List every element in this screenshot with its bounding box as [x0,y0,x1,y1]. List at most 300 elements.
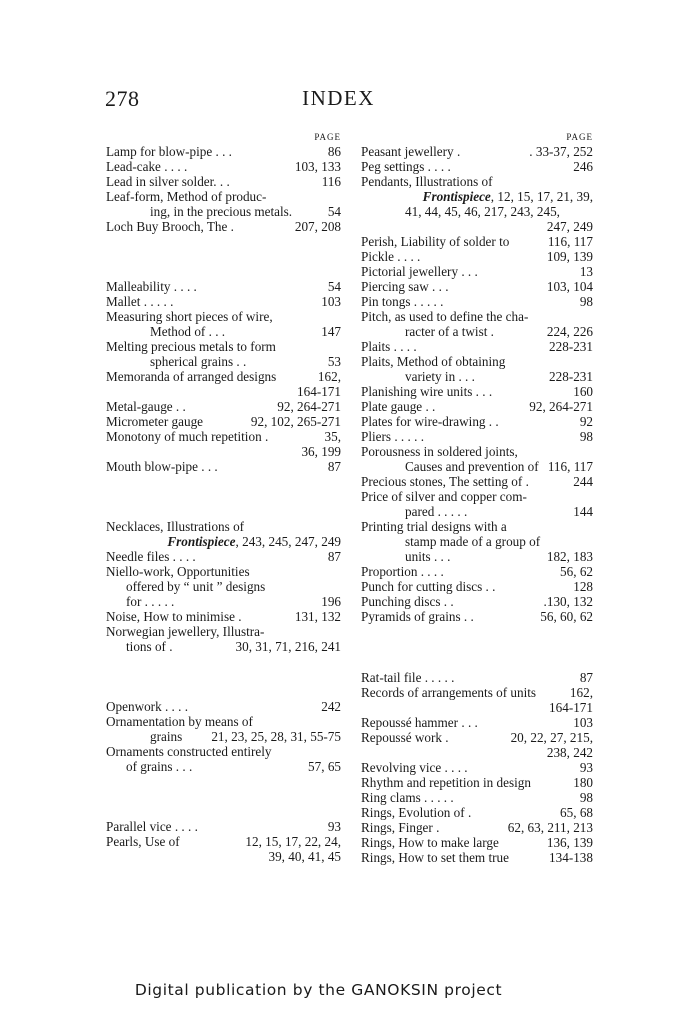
index-entry [106,819,341,834]
index-entry [106,189,341,219]
entry-term: Rings, Finger . [361,820,440,835]
entry-line [361,534,593,549]
entry-pages: 56, 62 [560,564,593,579]
entry-term: Peasant jewellery . [361,144,461,159]
entry-term: Rat-tail file . . . . . [361,670,455,685]
letter-group [106,819,341,864]
entry-line [361,715,593,730]
entry-pages: 131, 132 [294,609,341,624]
entry-line [106,204,341,219]
entry-pages: 116, 117 [547,234,593,249]
entry-line [106,219,341,234]
entry-line [361,775,593,790]
entry-term: Mallet . . . . . [106,294,174,309]
entry-term-continuation: spherical grains . . [150,354,247,369]
entry-pages: 35, [324,429,341,444]
entry-line [106,834,341,849]
entry-term: Parallel vice . . . . [106,819,198,834]
entry-pages: 247, 249 [546,219,593,234]
page-number: 278 [105,86,140,111]
entry-line [361,429,593,444]
entry-pages: 103 [573,715,593,730]
entry-line [106,759,341,774]
entry-term-continuation: Method of . . . [150,324,226,339]
entry-pages: 244 [573,474,593,489]
entry-term-continuation: tions of . [126,639,173,654]
index-entry [361,309,593,339]
index-entry [361,294,593,309]
entry-term: Pin tongs . . . . . [361,294,444,309]
entry-line [361,294,593,309]
entry-term: Norwegian jewellery, Illustra- [106,624,265,639]
entry-line [361,159,593,174]
entry-pages: . 33-37, 252 [529,144,593,159]
entry-line [361,174,593,189]
entry-pages: 196 [321,594,341,609]
entry-term: Printing trial designs with a [361,519,507,534]
entry-line [106,309,341,324]
entry-line [106,714,341,729]
entry-line [361,805,593,820]
entry-term-continuation: stamp made of a group of [405,534,541,549]
entry-term: Planishing wire units . . . [361,384,493,399]
entry-term: Openwork . . . . [106,699,189,714]
entry-line [106,159,341,174]
entry-line [361,745,593,760]
entry-term-continuation: offered by “ unit ” designs [126,579,266,594]
index-entry [106,549,341,564]
entry-line [361,249,593,264]
entry-pages: 65, 68 [560,805,593,820]
entry-term: Plaits, Method of obtaining [361,354,506,369]
entry-term: Repoussé work . [361,730,449,745]
entry-term: Memoranda of arranged designs [106,369,277,384]
entry-term: Melting precious metals to form [106,339,276,354]
entry-line [106,339,341,354]
index-entry [106,699,341,714]
entry-term: Punching discs . . [361,594,454,609]
index-entry [361,399,593,414]
entry-line [106,144,341,159]
entry-term: Pliers . . . . . [361,429,425,444]
entry-term: Piercing saw . . . [361,279,449,294]
entry-line [106,279,341,294]
entry-pages: 98 [579,294,593,309]
entry-line [361,369,593,384]
entry-pages: 57, 65 [308,759,341,774]
entry-line [361,760,593,775]
entry-term-continuation: racter of a twist . [405,324,494,339]
entry-line [106,564,341,579]
entry-line [106,549,341,564]
index-entry [361,279,593,294]
entry-pages: 98 [579,790,593,805]
entry-line [361,564,593,579]
entry-line [106,324,341,339]
entry-line [361,594,593,609]
index-entry [361,685,593,715]
entry-term: Pictorial jewellery . . . [361,264,478,279]
page-numbers: , 243, 245, 247, 249 [235,534,341,549]
footer-text: Digital publication by the GANOKSIN project [134,981,503,999]
entry-line [361,219,593,234]
entry-pages: 92 [579,414,593,429]
entry-line [106,744,341,759]
index-entry [361,519,593,564]
index-entry [361,354,593,384]
index-entry [106,399,341,414]
index-entry [106,309,341,339]
entry-term: Perish, Liability of solder to [361,234,510,249]
page-title: INDEX [302,86,375,110]
entry-line [361,609,593,624]
entry-line [106,414,341,429]
letter-group [106,699,341,774]
index-entry [106,294,341,309]
index-entry [361,249,593,264]
index-entry [106,159,341,174]
index-entry [106,714,341,744]
entry-pages: 53 [327,354,341,369]
entry-line [106,579,341,594]
page-column-heading: PAGE [566,132,593,142]
entry-line [106,444,341,459]
letter-group [106,144,341,234]
entry-pages: 87 [579,670,593,685]
index-entry [361,670,593,685]
entry-line [106,459,341,474]
entry-pages: 93 [327,819,341,834]
letter-group-gap [106,774,341,819]
index-entry [106,744,341,774]
index-entry [361,474,593,489]
entry-line [361,685,593,700]
entry-line [106,294,341,309]
index-entry [361,489,593,519]
entry-line [361,354,593,369]
entry-line [361,264,593,279]
entry-pages: 136, 139 [546,835,593,850]
index-entry [106,414,341,429]
entry-term-continuation: variety in . . . [405,369,475,384]
index-groups-left [106,144,341,864]
index-entry [361,835,593,850]
entry-line [361,474,593,489]
entry-pages: 242 [321,699,341,714]
index-entry [361,579,593,594]
index-entry [361,730,593,760]
entry-term: Lead-cake . . . . [106,159,188,174]
entry-line [361,519,593,534]
entry-pages: 92, 102, 265-271 [250,414,341,429]
entry-line [361,339,593,354]
entry-pages: 207, 208 [294,219,341,234]
entry-term: Lamp for blow-pipe . . . [106,144,232,159]
index-entry [361,609,593,624]
index-entry [361,805,593,820]
index-entry [361,760,593,775]
index-column-left [106,131,341,864]
entry-line [361,820,593,835]
index-column-right [361,131,593,865]
entry-term: Measuring short pieces of wire, [106,309,273,324]
entry-pages: 109, 139 [546,249,593,264]
entry-line [106,189,341,204]
entry-pages: 103, 133 [294,159,341,174]
entry-line [361,835,593,850]
entry-line [361,549,593,564]
entry-pages: .130, 132 [543,594,593,609]
index-entry [106,144,341,159]
entry-term: Metal-gauge . . [106,399,186,414]
entry-pages: 128 [573,579,593,594]
index-entry [106,279,341,294]
letter-group-gap [106,474,341,519]
index-entry [106,429,341,459]
page-column-heading: PAGE [314,132,341,142]
entry-pages: 13 [579,264,593,279]
entry-line [361,459,593,474]
entry-term-continuation: ing, in the precious metals. [150,204,293,219]
index-entry [106,624,341,654]
entry-pages: 246 [573,159,593,174]
entry-term: Plaits . . . . [361,339,417,354]
entry-line [361,234,593,249]
entry-pages: 20, 22, 27, 215, [510,730,593,745]
frontispiece-reference: Frontispiece [422,189,491,204]
entry-term: Mouth blow-pipe . . . [106,459,218,474]
index-entry [361,820,593,835]
index-entry [361,384,593,399]
entry-line [106,174,341,189]
entry-term: Pickle . . . . [361,249,421,264]
entry-line [361,730,593,745]
entry-pages: 93 [579,760,593,775]
index-entry [106,369,341,399]
index-entry [361,264,593,279]
entry-pages: 87 [327,549,341,564]
entry-pages: 56, 60, 62 [540,609,593,624]
entry-term: Loch Buy Brooch, The . [106,219,234,234]
entry-line [361,144,593,159]
entry-pages: 116, 117 [547,459,593,474]
entry-pages [167,534,341,549]
index-entry [106,519,341,549]
entry-pages: 182, 183 [546,549,593,564]
index-entry [361,715,593,730]
entry-line [106,384,341,399]
entry-term: Ornaments constructed entirely [106,744,272,759]
index-entry [361,850,593,865]
entry-pages: 87 [327,459,341,474]
entry-term: Plates for wire-drawing . . [361,414,499,429]
entry-pages: 103 [321,294,341,309]
entry-term: Pendants, Illustrations of [361,174,493,189]
entry-term-continuation: for . . . . . [126,594,175,609]
index-entry [361,174,593,234]
entry-pages: 86 [327,144,341,159]
entry-pages: 21, 23, 25, 28, 31, 55-75 [211,729,341,744]
index-entry [106,564,341,609]
index-entry [106,459,341,474]
entry-line [361,399,593,414]
entry-pages: 92, 264-271 [277,399,341,414]
entry-term: Ring clams . . . . . [361,790,454,805]
entry-line [106,819,341,834]
entry-line [106,609,341,624]
entry-pages: 30, 31, 71, 216, 241 [235,639,341,654]
entry-term-continuation: grains [150,729,183,744]
entry-pages: 238, 242 [546,745,593,760]
frontispiece-reference: Frontispiece [167,534,236,549]
entry-term: Rings, Evolution of . [361,805,472,820]
page-numbers: , 12, 15, 17, 21, 39, [490,189,593,204]
entry-pages: 160 [573,384,593,399]
index-entry [106,609,341,624]
entry-line [106,429,341,444]
entry-term: Rings, How to set them true [361,850,509,865]
entry-line [361,324,593,339]
entry-term-continuation: 41, 44, 45, 46, 217, 243, 245, [405,204,560,219]
index-entry [106,219,341,234]
entry-line [106,354,341,369]
index-entry [361,429,593,444]
letter-group-gap [106,654,341,699]
entry-term-continuation: Causes and prevention of [405,459,539,474]
entry-line [361,279,593,294]
entry-line [361,670,593,685]
entry-term: Pitch, as used to define the cha- [361,309,529,324]
index-entry [361,444,593,474]
index-entry [361,594,593,609]
entry-pages: 164-171 [549,700,593,715]
letter-group [361,670,593,865]
entry-pages: 162, [317,369,341,384]
entry-line [361,790,593,805]
entry-term-continuation: units . . . [405,549,451,564]
entry-term: Rings, How to make large [361,835,499,850]
entry-line [361,444,593,459]
index-groups-right [361,144,593,865]
letter-group [106,279,341,474]
index-entry [361,564,593,579]
entry-term: Price of silver and copper com- [361,489,527,504]
entry-pages: 116 [321,174,341,189]
letter-group [106,519,341,654]
entry-pages: 36, 199 [301,444,341,459]
index-entry [361,414,593,429]
entry-line [106,519,341,534]
entry-pages: 103, 104 [546,279,593,294]
entry-line [106,369,341,384]
entry-term-continuation: pared . . . . . [405,504,468,519]
entry-term: Niello-work, Opportunities [106,564,250,579]
index-entry [361,159,593,174]
entry-term: Punch for cutting discs . . [361,579,496,594]
entry-term: Records of arrangements of units [361,685,537,700]
entry-line [106,639,341,654]
entry-term: Proportion . . . . [361,564,444,579]
entry-term: Pearls, Use of [106,834,180,849]
entry-term: Repoussé hammer . . . [361,715,478,730]
entry-line [106,729,341,744]
entry-term: Malleability . . . . [106,279,197,294]
entry-line [106,534,341,549]
entry-term: Plate gauge . . [361,399,436,414]
entry-term: Needle files . . . . [106,549,196,564]
entry-pages: 180 [573,775,593,790]
entry-term: Peg settings . . . . [361,159,451,174]
entry-line [106,624,341,639]
entry-line [361,579,593,594]
entry-line [361,384,593,399]
index-entry [361,339,593,354]
entry-pages: 144 [573,504,593,519]
entry-term: Micrometer gauge [106,414,204,429]
entry-pages: 98 [579,429,593,444]
entry-line [106,699,341,714]
entry-line [361,504,593,519]
index-entry [361,144,593,159]
entry-line [361,700,593,715]
entry-term: Ornamentation by means of [106,714,253,729]
entry-term: Noise, How to minimise . [106,609,242,624]
entry-line [361,204,593,219]
index-entry [106,174,341,189]
entry-term: Lead in silver solder. . . [106,174,230,189]
entry-pages: 54 [327,279,341,294]
entry-pages: 92, 264-271 [529,399,593,414]
entry-pages: 62, 63, 211, 213 [507,820,593,835]
entry-pages: 147 [321,324,341,339]
entry-pages [423,189,593,204]
entry-line [106,594,341,609]
entry-line [361,414,593,429]
entry-pages: 224, 226 [546,324,593,339]
entry-pages: 228-231 [549,369,593,384]
entry-term: Revolving vice . . . . [361,760,468,775]
entry-line [361,850,593,865]
entry-line [361,189,593,204]
entry-pages: 164-171 [297,384,341,399]
entry-line [106,849,341,864]
entry-line [361,309,593,324]
entry-term: Pyramids of grains . . [361,609,474,624]
entry-pages: 54 [327,204,341,219]
entry-term: Monotony of much repetition . [106,429,269,444]
entry-line [361,489,593,504]
entry-pages: 228-231 [549,339,593,354]
entry-term: Rhythm and repetition in design [361,775,531,790]
entry-pages: 12, 15, 17, 22, 24, [245,834,341,849]
entry-term: Precious stones, The setting of . [361,474,529,489]
entry-term-continuation: of grains . . . [126,759,193,774]
index-entry [361,775,593,790]
index-entry [361,790,593,805]
entry-term: Leaf-form, Method of produc- [106,189,267,204]
entry-line [106,399,341,414]
entry-pages: 162, [569,685,593,700]
entry-term: Porousness in soldered joints, [361,444,518,459]
letter-group-gap [361,624,593,670]
index-entry [106,339,341,369]
index-entry [106,834,341,864]
entry-pages: 134-138 [549,850,593,865]
letter-group [361,144,593,624]
index-entry [361,234,593,249]
footer-credit [0,981,677,999]
entry-pages: 39, 40, 41, 45 [268,849,341,864]
